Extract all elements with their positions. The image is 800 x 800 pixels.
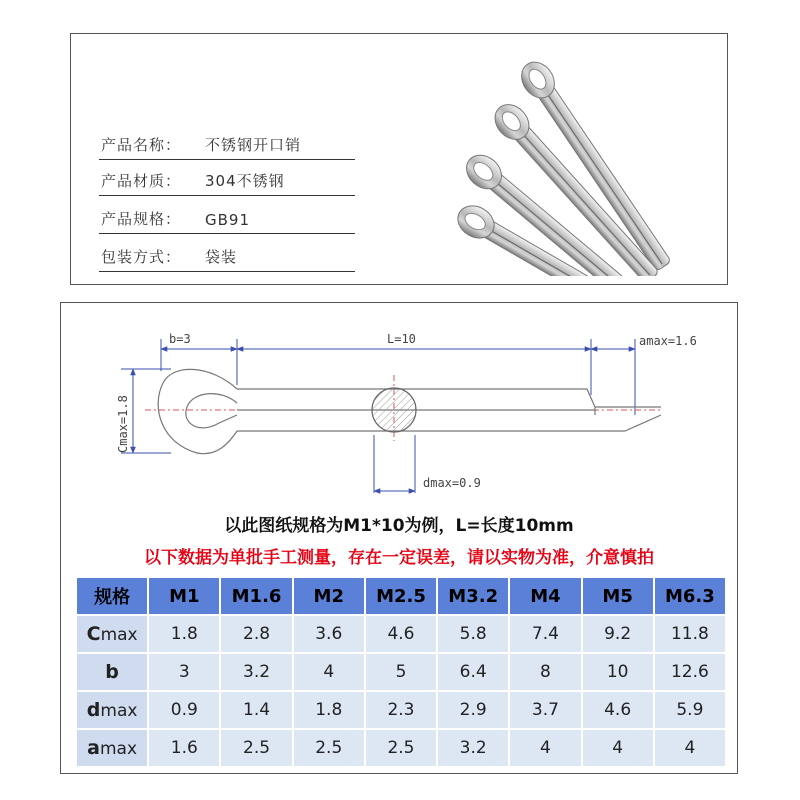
row-header-suffix: max [100,625,138,645]
technical-drawing [61,303,739,503]
row-header [76,615,148,653]
table-cell: 3.7 [509,691,581,729]
table-row [76,653,726,691]
table-cell: 3.6 [293,615,365,653]
row-header [76,691,148,729]
table-cell: 2.5 [220,729,292,767]
product-info-panel [70,33,728,285]
table-cell: 4 [654,729,726,767]
row-header-prefix: b [105,661,119,683]
table-cell: 11.8 [654,615,726,653]
table-cell: 12.6 [654,653,726,691]
table-cell: 4.6 [365,615,437,653]
size-header: M4 [509,577,581,615]
spec-line-name [99,126,355,160]
warning-caption: 以下数据为单批手工测量，存在一定误差，请以实物为准，介意慎拍 [144,548,654,568]
spec-value: GB91 [205,211,251,229]
size-spec-table [75,576,727,768]
table-cell: 0.9 [148,691,220,729]
table-row [76,691,726,729]
table-cell: 3.2 [220,653,292,691]
row-header [76,653,148,691]
row-header-prefix: a [87,737,100,759]
row-header-suffix: max [100,739,138,759]
table-cell: 6.4 [437,653,509,691]
example-caption: 以此图纸规格为M1*10为例，L=长度10mm [224,516,574,536]
table-header-row [76,577,726,615]
table-cell: 5.9 [654,691,726,729]
spec-label: 产品规格： [101,210,182,228]
table-cell: 2.3 [365,691,437,729]
row-header-suffix: max [100,701,138,721]
table-cell: 2.8 [220,615,292,653]
dim-label-l: L=10 [387,332,416,346]
table-cell: 7.4 [509,615,581,653]
spec-label: 产品名称： [101,136,182,154]
size-header: M2 [293,577,365,615]
spec-label: 产品材质： [101,172,182,190]
table-cell: 1.6 [148,729,220,767]
spec-line-packaging [99,238,355,272]
table-cell: 5.8 [437,615,509,653]
table-corner-header: 规格 [76,577,148,615]
spec-label: 包装方式： [101,248,182,266]
size-header: M2.5 [365,577,437,615]
dim-label-b: b=3 [169,332,191,346]
cotter-pins-photo [456,44,706,276]
table-cell: 8 [509,653,581,691]
table-cell: 1.8 [293,691,365,729]
table-row [76,615,726,653]
dim-label-d: dmax=0.9 [423,476,481,490]
size-header: M1 [148,577,220,615]
table-cell: 4 [582,729,654,767]
dim-label-a: amax=1.6 [639,334,697,348]
spec-value: 不锈钢开口销 [205,136,302,154]
size-header: M6.3 [654,577,726,615]
table-cell: 5 [365,653,437,691]
table-row [76,729,726,767]
size-header: M3.2 [437,577,509,615]
table-cell: 9.2 [582,615,654,653]
technical-panel [60,302,738,774]
table-cell: 10 [582,653,654,691]
table-cell: 1.8 [148,615,220,653]
table-cell: 2.5 [365,729,437,767]
table-cell: 2.9 [437,691,509,729]
table-cell: 3 [148,653,220,691]
table-cell: 4 [293,653,365,691]
size-header: M5 [582,577,654,615]
dim-label-c: Cmax=1.8 [116,395,130,453]
spec-value: 袋装 [205,248,238,266]
spec-line-material [99,162,355,196]
cross-section [372,388,416,432]
table-cell: 4 [509,729,581,767]
table-cell: 3.2 [437,729,509,767]
row-header-prefix: C [86,623,101,645]
size-header: M1.6 [220,577,292,615]
table-cell: 2.5 [293,729,365,767]
spec-value: 304不锈钢 [205,172,285,190]
table-cell: 4.6 [582,691,654,729]
row-header-prefix: d [86,699,101,721]
row-header [76,729,148,767]
table-cell: 1.4 [220,691,292,729]
spec-line-standard [99,200,355,234]
